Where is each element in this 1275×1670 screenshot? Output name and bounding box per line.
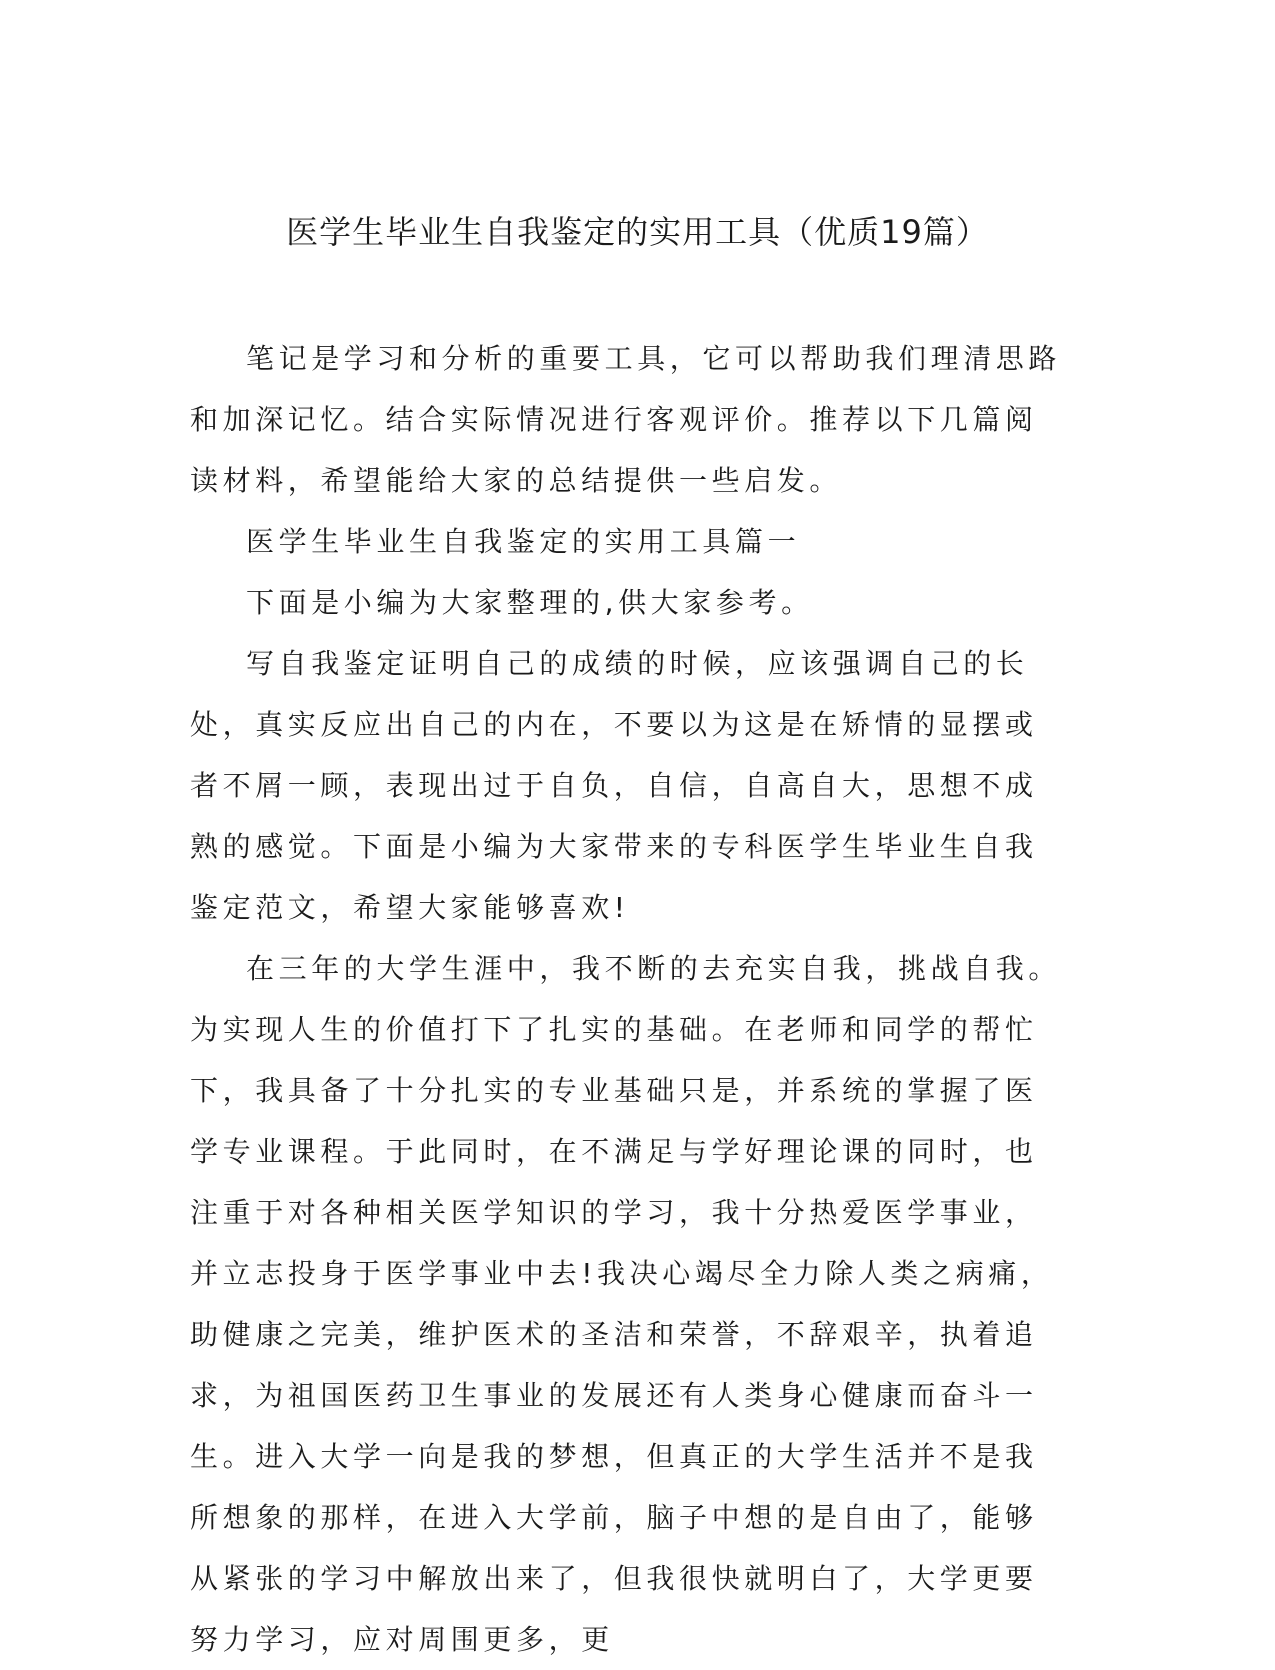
section-heading: 医学生毕业生自我鉴定的实用工具篇一 bbox=[246, 525, 801, 558]
paragraph-note: 下面是小编为大家整理的,供大家参考。 bbox=[246, 586, 814, 619]
document-title: 医学生毕业生自我鉴定的实用工具（优质19篇） bbox=[286, 213, 989, 251]
paragraph-advice: 写自我鉴定证明自己的成绩的时候，应该强调自己的长处，真实反应出自己的内在，不要以为这是在矫情的显摆或者不屑一顾，表现出过于自负，自信，自高自大，思想不成熟的感觉。下面是小编为大家带来的专科医学生毕业生自我鉴定范文，希望大家能够喜欢! bbox=[190, 647, 1038, 924]
document-body bbox=[190, 328, 1070, 1670]
paragraph-main: 在三年的大学生涯中，我不断的去充实自我，挑战自我。为实现人生的价值打下了扎实的基础。在老师和同学的帮忙下，我具备了十分扎实的专业基础只是，并系统的掌握了医学专业课程。于此同时，在不满足与学好理论课的同时，也注重于对各种相关医学知识的学习，我十分热爱医学事业，并立志投身于医学事业中去!我决心竭尽全力除人类之病痛，助健康之完美，维护医术的圣洁和荣誉，不辞艰辛，执着追求，为祖国医药卫生事业的发展还有人类身心健康而奋斗一生。进入大学一向是我的梦想，但真正的大学生活并不是我所想象的那样，在进入大学前，脑子中想的是自由了，能够从紧张的学习中解放出来了，但我很快就明白了，大学更要努力学习，应对周围更多，更 bbox=[190, 952, 1062, 1656]
paragraph-intro: 笔记是学习和分析的重要工具，它可以帮助我们理清思路和加深记忆。结合实际情况进行客观评价。推荐以下几篇阅读材料，希望能给大家的总结提供一些启发。 bbox=[190, 342, 1062, 497]
